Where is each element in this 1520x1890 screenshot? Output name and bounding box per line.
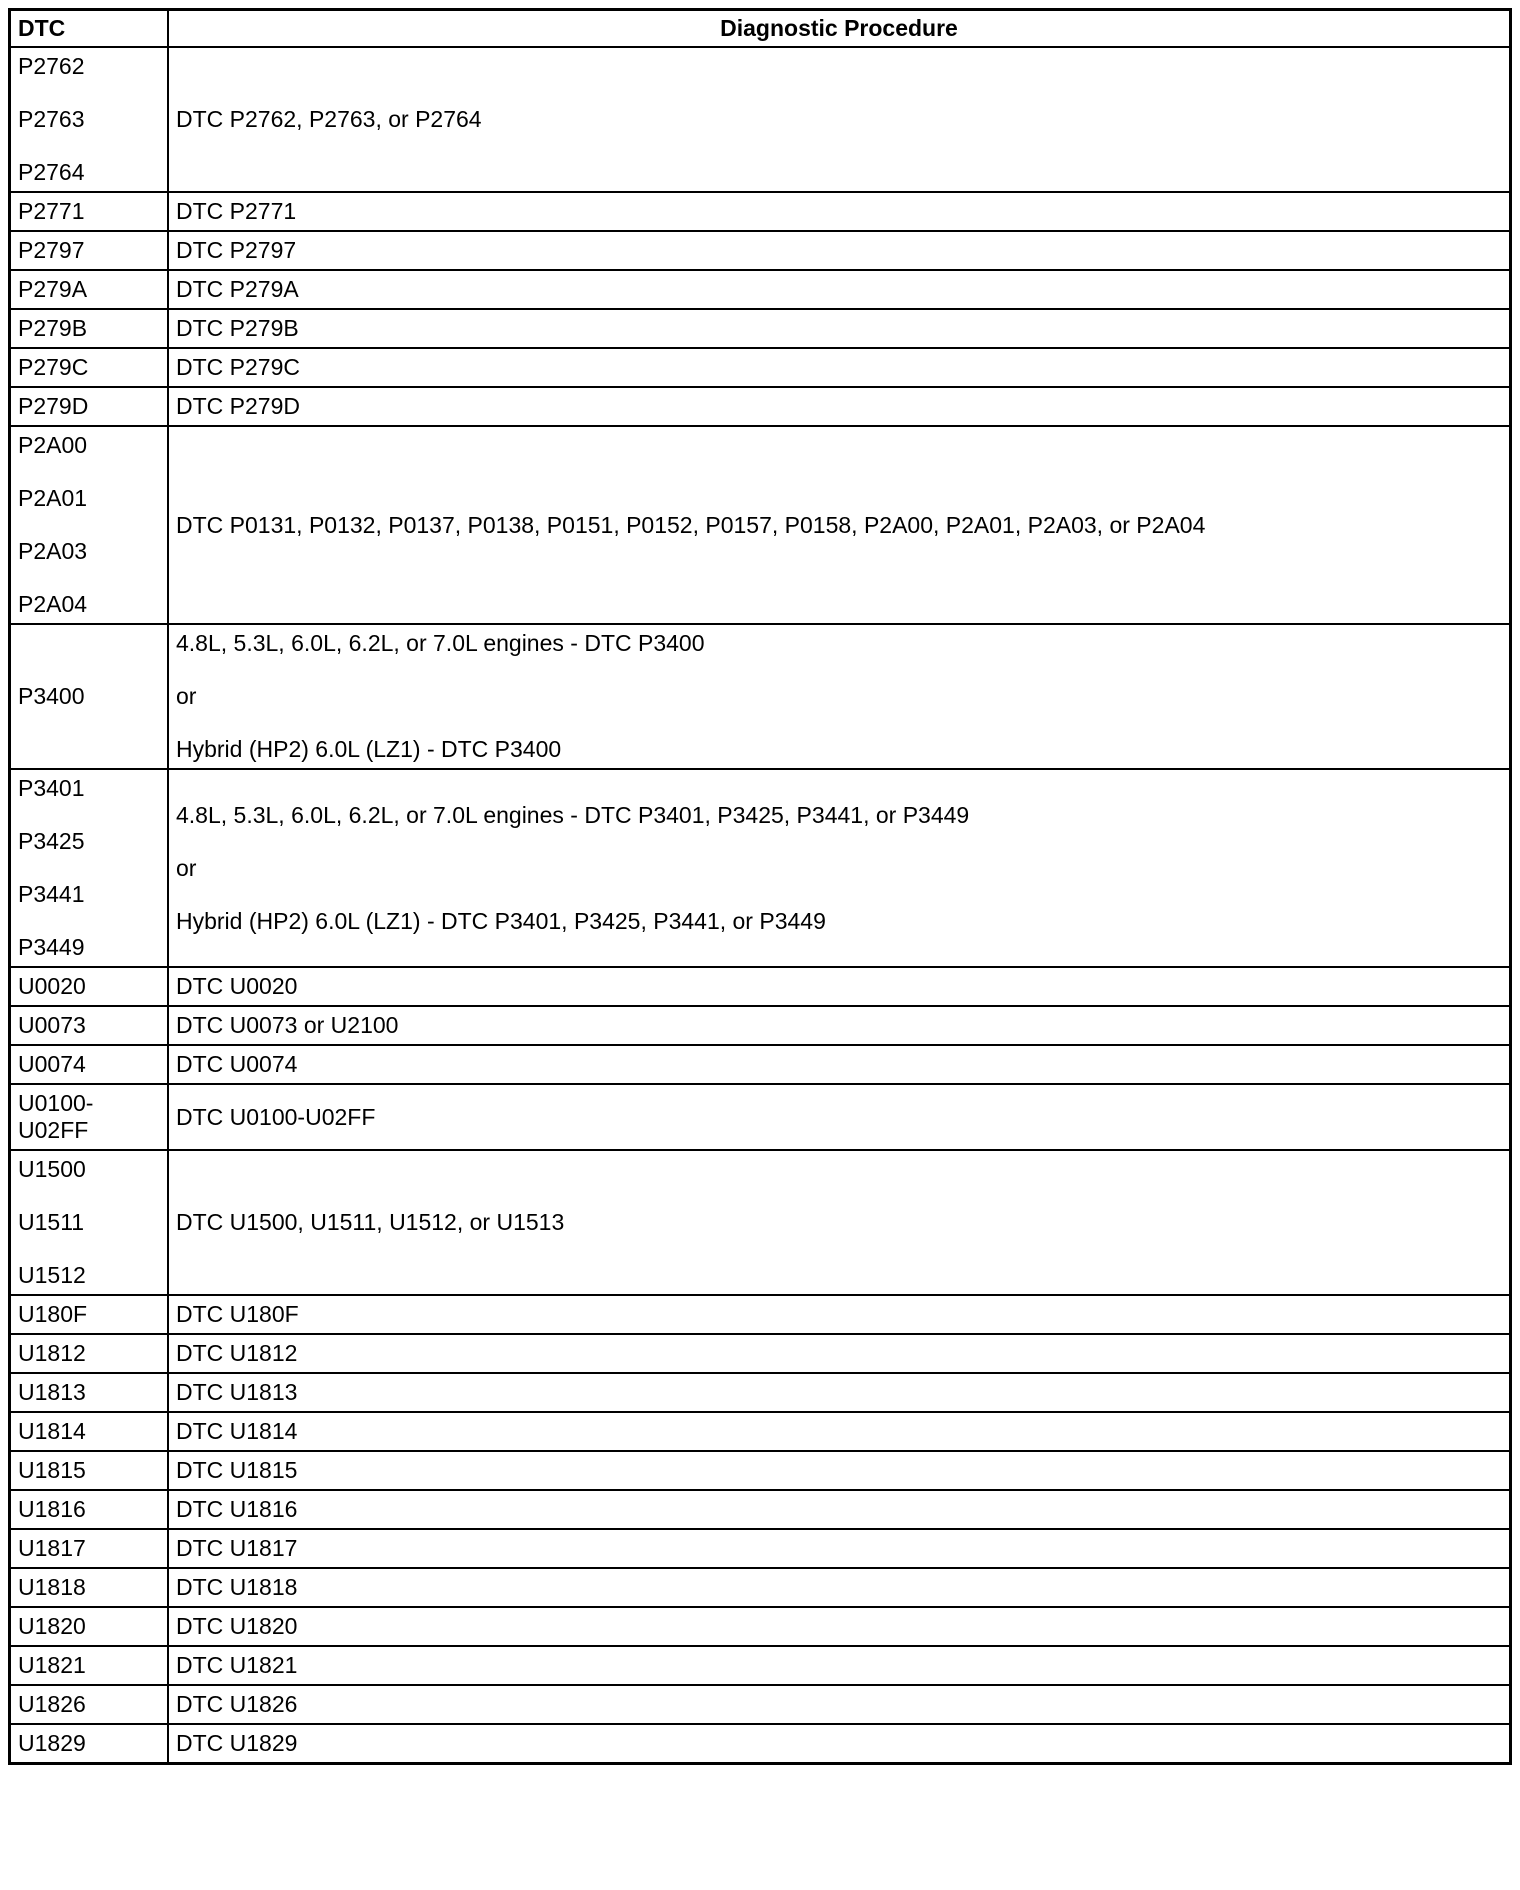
dtc-code: P3401 — [18, 775, 85, 801]
dtc-cell — [10, 270, 169, 309]
procedure-text: Hybrid (HP2) 6.0L (LZ1) - DTC P3400 — [176, 736, 562, 762]
procedure-cell — [168, 387, 1511, 426]
procedure-cell — [168, 1607, 1511, 1646]
dtc-code: U1812 — [18, 1340, 86, 1366]
dtc-table-header — [10, 10, 1511, 48]
procedure-text: DTC P2771 — [176, 198, 297, 224]
dtc-code: U1817 — [18, 1535, 86, 1561]
dtc-cell — [10, 1373, 169, 1412]
dtc-code: U1829 — [18, 1730, 86, 1756]
dtc-code: U1511 — [18, 1209, 85, 1235]
procedure-text: DTC P279D — [176, 393, 300, 419]
dtc-cell — [10, 1568, 169, 1607]
table-row — [10, 1150, 1511, 1295]
dtc-code: U1818 — [18, 1574, 86, 1600]
dtc-code: P3425 — [18, 828, 85, 854]
procedure-cell — [168, 1490, 1511, 1529]
procedure-cell — [168, 348, 1511, 387]
table-row — [10, 348, 1511, 387]
dtc-code: P279D — [18, 393, 89, 419]
procedure-cell — [168, 1685, 1511, 1724]
dtc-code: P3400 — [18, 683, 85, 709]
table-row — [10, 1685, 1511, 1724]
dtc-code: U1821 — [18, 1652, 86, 1678]
table-row — [10, 1724, 1511, 1764]
table-row — [10, 1607, 1511, 1646]
table-row — [10, 1006, 1511, 1045]
dtc-cell — [10, 348, 169, 387]
table-row — [10, 426, 1511, 624]
dtc-code: U0020 — [18, 973, 86, 999]
procedure-cell — [168, 1529, 1511, 1568]
dtc-cell — [10, 1084, 169, 1150]
procedure-cell — [168, 1568, 1511, 1607]
dtc-code: P2A03 — [18, 538, 88, 564]
procedure-text: DTC P2797 — [176, 237, 297, 263]
procedure-text: DTC U1815 — [176, 1457, 298, 1483]
table-row — [10, 1373, 1511, 1412]
procedure-cell — [168, 1412, 1511, 1451]
dtc-cell — [10, 1607, 169, 1646]
dtc-code: U0073 — [18, 1012, 86, 1038]
table-row — [10, 1295, 1511, 1334]
dtc-code: U1814 — [18, 1418, 86, 1444]
dtc-code: U180F — [18, 1301, 88, 1327]
dtc-cell — [10, 769, 169, 967]
procedure-cell — [168, 270, 1511, 309]
dtc-cell — [10, 1451, 169, 1490]
dtc-code: U0074 — [18, 1051, 86, 1077]
table-row — [10, 47, 1511, 192]
dtc-code: U1820 — [18, 1613, 86, 1639]
procedure-text: DTC U1500, U1511, U1512, or U1513 — [176, 1209, 565, 1235]
procedure-text: or — [176, 854, 197, 881]
dtc-cell — [10, 387, 169, 426]
procedure-text: DTC U1820 — [176, 1613, 298, 1639]
dtc-cell — [10, 231, 169, 270]
procedure-cell — [168, 192, 1511, 231]
procedure-text: DTC U1829 — [176, 1730, 298, 1756]
dtc-code: P279C — [18, 354, 89, 380]
procedure-cell — [168, 426, 1511, 624]
procedure-cell — [168, 231, 1511, 270]
table-row — [10, 769, 1511, 967]
dtc-cell — [10, 967, 169, 1006]
table-row — [10, 1412, 1511, 1451]
procedure-text: DTC P279A — [176, 276, 299, 302]
procedure-column-header: Diagnostic Procedure — [168, 10, 1511, 48]
dtc-code: P279B — [18, 315, 88, 341]
procedure-text: or — [176, 683, 197, 709]
procedure-text: DTC P2762, P2763, or P2764 — [176, 106, 482, 132]
dtc-code: P2A01 — [18, 485, 88, 511]
table-row — [10, 1045, 1511, 1084]
dtc-code: P2762 — [18, 53, 85, 79]
procedure-text: DTC P0131, P0132, P0137, P0138, P0151, P0152, P0157, P0158, P2A00, P2A01, P2A03, or P2A04 — [176, 511, 1206, 538]
dtc-table-body — [10, 47, 1511, 1764]
table-row — [10, 1084, 1511, 1150]
procedure-text: DTC P279B — [176, 315, 299, 341]
dtc-code: U1815 — [18, 1457, 86, 1483]
dtc-cell — [10, 1006, 169, 1045]
dtc-cell — [10, 1150, 169, 1295]
dtc-cell — [10, 1295, 169, 1334]
procedure-text: DTC U1813 — [176, 1379, 298, 1405]
dtc-code: U1500 — [18, 1156, 86, 1182]
procedure-text: Hybrid (HP2) 6.0L (LZ1) - DTC P3401, P3425, P3441, or P3449 — [176, 907, 826, 934]
procedure-cell — [168, 624, 1511, 769]
procedure-cell — [168, 1006, 1511, 1045]
table-row — [10, 309, 1511, 348]
dtc-code: P2797 — [18, 237, 85, 263]
procedure-cell — [168, 967, 1511, 1006]
dtc-column-header: DTC — [10, 10, 169, 48]
table-row — [10, 1490, 1511, 1529]
procedure-cell — [168, 1334, 1511, 1373]
table-row — [10, 967, 1511, 1006]
dtc-code: U02FF — [18, 1117, 89, 1143]
dtc-cell — [10, 1334, 169, 1373]
table-row — [10, 1568, 1511, 1607]
table-row — [10, 1334, 1511, 1373]
procedure-cell — [168, 1295, 1511, 1334]
table-row — [10, 192, 1511, 231]
procedure-cell — [168, 1150, 1511, 1295]
table-row — [10, 1646, 1511, 1685]
procedure-text: DTC U0100-U02FF — [176, 1103, 376, 1130]
procedure-text: DTC U1812 — [176, 1340, 298, 1366]
procedure-text: DTC U1816 — [176, 1496, 298, 1522]
procedure-cell — [168, 1373, 1511, 1412]
dtc-cell — [10, 1646, 169, 1685]
procedure-cell — [168, 769, 1511, 967]
table-row — [10, 231, 1511, 270]
dtc-cell — [10, 1412, 169, 1451]
dtc-code: U0100- — [18, 1090, 94, 1116]
procedure-text: DTC U180F — [176, 1301, 299, 1327]
procedure-text: DTC P279C — [176, 354, 300, 380]
dtc-code: P279A — [18, 276, 88, 302]
dtc-cell — [10, 1724, 169, 1764]
procedure-cell — [168, 1646, 1511, 1685]
table-row — [10, 270, 1511, 309]
dtc-cell — [10, 624, 169, 769]
dtc-code: P2764 — [18, 159, 85, 185]
dtc-cell — [10, 309, 169, 348]
procedure-text: DTC U1826 — [176, 1691, 298, 1717]
dtc-code: P3449 — [18, 934, 85, 960]
dtc-code: U1512 — [18, 1262, 86, 1288]
table-row — [10, 1529, 1511, 1568]
dtc-cell — [10, 1529, 169, 1568]
dtc-cell — [10, 47, 169, 192]
table-row — [10, 1451, 1511, 1490]
table-row — [10, 624, 1511, 769]
dtc-code: P3441 — [18, 881, 85, 907]
procedure-text: DTC U1821 — [176, 1652, 298, 1678]
dtc-code: P2763 — [18, 106, 85, 132]
procedure-cell — [168, 47, 1511, 192]
procedure-cell — [168, 1084, 1511, 1150]
dtc-table — [8, 8, 1512, 1765]
procedure-text: DTC U1818 — [176, 1574, 298, 1600]
procedure-text: DTC U0074 — [176, 1051, 298, 1077]
dtc-code: P2A00 — [18, 432, 88, 458]
dtc-code: U1816 — [18, 1496, 86, 1522]
procedure-text: 4.8L, 5.3L, 6.0L, 6.2L, or 7.0L engines - DTC P3401, P3425, P3441, or P3449 — [176, 801, 970, 828]
procedure-cell — [168, 309, 1511, 348]
dtc-cell — [10, 1045, 169, 1084]
procedure-cell — [168, 1451, 1511, 1490]
header-row — [10, 10, 1511, 48]
dtc-code: P2771 — [18, 198, 85, 224]
procedure-text: DTC U0020 — [176, 973, 298, 999]
procedure-cell — [168, 1724, 1511, 1764]
procedure-text: DTC U0073 or U2100 — [176, 1012, 399, 1038]
procedure-text: 4.8L, 5.3L, 6.0L, 6.2L, or 7.0L engines - DTC P3400 — [176, 630, 705, 656]
dtc-code: P2A04 — [18, 591, 88, 617]
dtc-cell — [10, 426, 169, 624]
procedure-text: DTC U1814 — [176, 1418, 298, 1444]
procedure-text: DTC U1817 — [176, 1535, 298, 1561]
dtc-cell — [10, 1685, 169, 1724]
dtc-cell — [10, 1490, 169, 1529]
dtc-code: U1826 — [18, 1691, 86, 1717]
table-row — [10, 387, 1511, 426]
dtc-code: U1813 — [18, 1379, 86, 1405]
procedure-cell — [168, 1045, 1511, 1084]
dtc-cell — [10, 192, 169, 231]
